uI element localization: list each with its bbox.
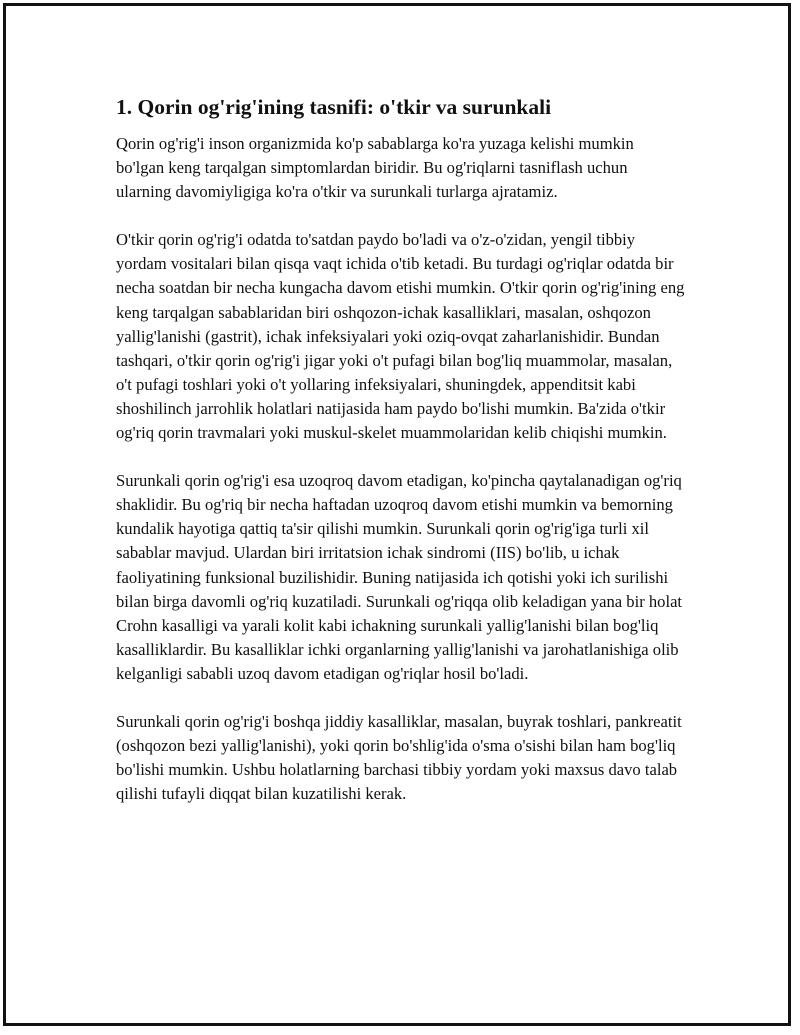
paragraph-intro: Qorin og'rig'i inson organizmida ko'p sabablarga ko'ra yuzaga kelishi mumkin bo'lgan keng tarqalgan simptomlardan biridir. Bu og'riqlarni tasniflash uchun ularning davomiyligiga ko'ra o'tkir va surunkali turlarga ajratamiz.	[116, 134, 634, 202]
paragraph-chronic-other-causes: Surunkali qorin og'rig'i boshqa jiddiy kasalliklar, masalan, buyrak toshlari, pankreatit (oshqozon bezi yallig'lanishi), yoki qorin bo'shlig'ida o'sma o'sishi bilan ham bog'liq bo'lishi mumkin. Ushbu holatlarning barchasi tibbiy yordam yoki maxsus davo talab qilishi tufayli diqqat bilan kuzatilishi kerak.	[116, 711, 682, 804]
paragraph-acute-pain: O'tkir qorin og'rig'i odatda to'satdan paydo bo'ladi va o'z-o'zidan, yengil tibbiy yordam vositalari bilan qisqa vaqt ichida o'tib ketadi. Bu turdagi og'riqlar odatda bir necha soatdan bir necha kungacha davom etishi mumkin. O'tkir qorin og'rig'ining eng keng tarqalgan sabablaridan biri oshqozon-ichak kasalliklari, masalan, oshqozon yallig'lanishi (gastrit), ichak infeksiyalari yoki oziq-ovqat zaharlanishidir. Bundan tashqari, o'tkir qorin og'rig'i jigar yoki o't pufagi bilan bog'liq muammolar, masalan, o't pufagi toshlari yoki o't yollaring infeksiyalari, shuningdek, appenditsit kabi shoshilinch jarrohlik holatlari natijasida ham paydo bo'lishi mumkin. Ba'zida o'tkir og'riq qorin travmalari yoki muskul-skelet muammolaridan kelib chiqishi mumkin.	[116, 230, 685, 443]
section-heading: 1. Qorin og'rig'ining tasnifi: o'tkir va surunkali	[116, 95, 552, 119]
paragraph-chronic-pain: Surunkali qorin og'rig'i esa uzoqroq davom etadigan, ko'pincha qaytalanadigan og'riq shaklidir. Bu og'riq bir necha haftadan uzoqroq davom etishi mumkin va bemorning kundalik hayotiga qattiq ta'sir qilishi mumkin. Surunkali qorin og'rig'iga turli xil sabablar mavjud. Ulardan biri irritatsion ichak sindromi (IIS) bo'lib, u ichak faoliyatining funksional buzilishidir. Buning natijasida ich qotishi yoki ich surilishi bilan birga davomli og'riq kuzatiladi. Surunkali og'riqqa olib keladigan yana bir holat Crohn kasalligi va yarali kolit kabi ichakning surunkali yallig'lanishi bilan bog'liq kasalliklardir. Bu kasalliklar ichki organlarning yallig'lanishi va jarohatlanishiga olib kelganligi sababli uzoq davom etadigan og'riqlar hosil bo'ladi.	[116, 471, 683, 683]
document-body	[116, 94, 686, 830]
